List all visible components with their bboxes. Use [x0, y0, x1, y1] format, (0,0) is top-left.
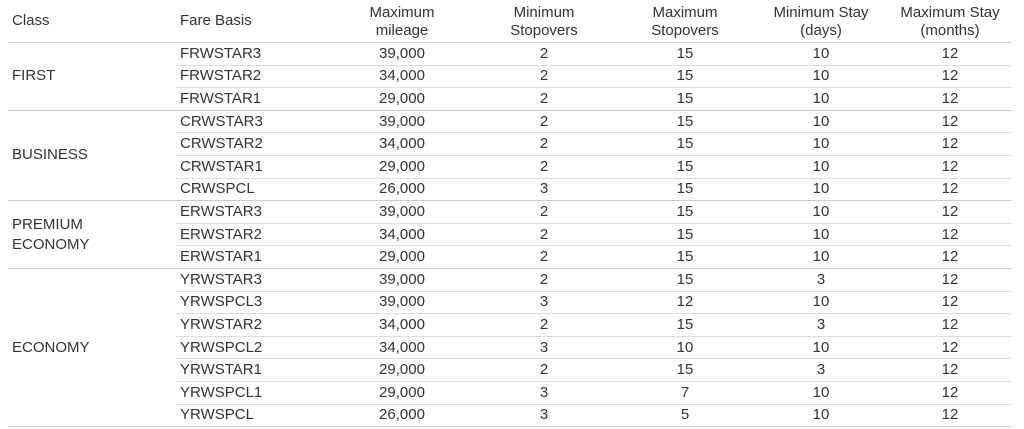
max-stopovers-cell: 15: [616, 359, 754, 382]
max-stopovers-cell: 15: [616, 43, 754, 66]
class-cell: [8, 110, 176, 200]
class-cell: [8, 201, 176, 269]
min-stopovers-cell: 2: [472, 133, 616, 156]
table-row: [8, 110, 1012, 133]
fare-basis-cell: YRWSTAR2: [176, 314, 332, 337]
header-class: Class: [8, 0, 176, 43]
min-stopovers-cell: 3: [472, 336, 616, 359]
min-stay-cell: 3: [754, 268, 888, 291]
max-stopovers-cell: 15: [616, 65, 754, 88]
max-stopovers-cell: 15: [616, 246, 754, 269]
min-stay-cell: 3: [754, 359, 888, 382]
header-min-stay-line1: Minimum Stay: [773, 4, 869, 21]
max-stopovers-cell: 15: [616, 223, 754, 246]
class-cell: [8, 43, 176, 111]
table-row: [8, 201, 1012, 224]
max-stay-cell: 12: [888, 88, 1012, 111]
max-stay-cell: 12: [888, 155, 1012, 178]
max-stay-cell: 12: [888, 291, 1012, 314]
min-stay-cell: 10: [754, 336, 888, 359]
class-label: ECONOMY: [12, 338, 90, 356]
min-stopovers-cell: 2: [472, 88, 616, 111]
table-row: [8, 268, 1012, 291]
max-stay-cell: 12: [888, 178, 1012, 201]
max-stay-cell: 12: [888, 314, 1012, 337]
max-stay-cell: 12: [888, 133, 1012, 156]
min-stopovers-cell: 2: [472, 110, 616, 133]
class-label: ECONOMY: [12, 235, 90, 253]
max-stopovers-cell: 10: [616, 336, 754, 359]
min-stopovers-cell: 2: [472, 43, 616, 66]
fare-basis-cell: YRWSPCL1: [176, 381, 332, 404]
min-stopovers-cell: 2: [472, 246, 616, 269]
max-stopovers-cell: 15: [616, 155, 754, 178]
fare-basis-table: [8, 0, 1012, 427]
max-stay-cell: 12: [888, 43, 1012, 66]
min-stopovers-cell: 2: [472, 65, 616, 88]
fare-basis-cell: YRWSPCL2: [176, 336, 332, 359]
header-fare-basis: Fare Basis: [176, 0, 332, 43]
min-stay-cell: 10: [754, 155, 888, 178]
min-stay-cell: 10: [754, 223, 888, 246]
header-min-stay: [754, 0, 888, 43]
header-max-stay-line2: (months): [920, 22, 980, 39]
max-mileage-cell: 34,000: [332, 314, 472, 337]
header-min-stopovers-line1: Minimum: [513, 4, 575, 21]
max-stay-cell: 12: [888, 65, 1012, 88]
fare-basis-cell: YRWSPCL3: [176, 291, 332, 314]
min-stay-cell: 10: [754, 43, 888, 66]
max-stay-cell: 12: [888, 246, 1012, 269]
max-stay-cell: 12: [888, 404, 1012, 427]
min-stay-cell: 10: [754, 178, 888, 201]
min-stay-cell: 10: [754, 404, 888, 427]
fare-basis-cell: ERWSTAR1: [176, 246, 332, 269]
max-mileage-cell: 34,000: [332, 336, 472, 359]
class-label: BUSINESS: [12, 146, 88, 164]
fare-basis-cell: CRWSPCL: [176, 178, 332, 201]
class-label: FIRST: [12, 67, 56, 85]
max-mileage-cell: 29,000: [332, 155, 472, 178]
min-stopovers-cell: 3: [472, 291, 616, 314]
min-stopovers-cell: 2: [472, 155, 616, 178]
max-mileage-cell: 34,000: [332, 133, 472, 156]
max-stopovers-cell: 5: [616, 404, 754, 427]
max-mileage-cell: 26,000: [332, 178, 472, 201]
min-stay-cell: 10: [754, 110, 888, 133]
fare-basis-cell: CRWSTAR1: [176, 155, 332, 178]
min-stopovers-cell: 2: [472, 223, 616, 246]
max-stay-cell: 12: [888, 223, 1012, 246]
header-max-mileage-line2: mileage: [375, 22, 429, 39]
min-stay-cell: 10: [754, 88, 888, 111]
table-body: [8, 43, 1012, 427]
min-stay-cell: 10: [754, 201, 888, 224]
min-stay-cell: 10: [754, 246, 888, 269]
max-mileage-cell: 39,000: [332, 268, 472, 291]
max-stay-cell: 12: [888, 336, 1012, 359]
header-max-mileage: [332, 0, 472, 43]
min-stopovers-cell: 3: [472, 404, 616, 427]
fare-basis-cell: CRWSTAR3: [176, 110, 332, 133]
max-stay-cell: 12: [888, 381, 1012, 404]
header-min-stay-line2: (days): [800, 22, 842, 39]
fare-basis-cell: FRWSTAR2: [176, 65, 332, 88]
min-stay-cell: 10: [754, 65, 888, 88]
fare-basis-cell: ERWSTAR2: [176, 223, 332, 246]
header-max-stay: [888, 0, 1012, 43]
min-stay-cell: 10: [754, 381, 888, 404]
max-stopovers-cell: 12: [616, 291, 754, 314]
max-stopovers-cell: 15: [616, 133, 754, 156]
min-stay-cell: 10: [754, 291, 888, 314]
max-mileage-cell: 29,000: [332, 88, 472, 111]
fare-basis-cell: YRWSTAR3: [176, 268, 332, 291]
min-stay-cell: 10: [754, 133, 888, 156]
min-stopovers-cell: 2: [472, 268, 616, 291]
max-stay-cell: 12: [888, 268, 1012, 291]
max-mileage-cell: 39,000: [332, 43, 472, 66]
max-mileage-cell: 29,000: [332, 359, 472, 382]
max-stay-cell: 12: [888, 110, 1012, 133]
fare-basis-cell: ERWSTAR3: [176, 201, 332, 224]
max-stay-cell: 12: [888, 359, 1012, 382]
max-stopovers-cell: 15: [616, 268, 754, 291]
min-stopovers-cell: 3: [472, 381, 616, 404]
max-stopovers-cell: 15: [616, 178, 754, 201]
min-stopovers-cell: 2: [472, 314, 616, 337]
class-label: PREMIUM: [12, 215, 83, 233]
max-mileage-cell: 29,000: [332, 246, 472, 269]
header-max-stopovers-line1: Maximum: [652, 4, 718, 21]
header-max-stopovers: [616, 0, 754, 43]
header-min-stopovers: [472, 0, 616, 43]
header-max-mileage-line1: Maximum: [369, 4, 435, 21]
max-mileage-cell: 26,000: [332, 404, 472, 427]
table-row: [8, 43, 1012, 66]
max-stopovers-cell: 7: [616, 381, 754, 404]
fare-basis-cell: FRWSTAR1: [176, 88, 332, 111]
header-row: [8, 0, 1012, 43]
max-stopovers-cell: 15: [616, 110, 754, 133]
header-min-stopovers-line2: Stopovers: [510, 22, 578, 39]
fare-basis-cell: YRWSPCL: [176, 404, 332, 427]
fare-basis-cell: YRWSTAR1: [176, 359, 332, 382]
max-stay-cell: 12: [888, 201, 1012, 224]
max-mileage-cell: 34,000: [332, 223, 472, 246]
max-mileage-cell: 29,000: [332, 381, 472, 404]
min-stopovers-cell: 2: [472, 201, 616, 224]
fare-basis-cell: CRWSTAR2: [176, 133, 332, 156]
min-stopovers-cell: 2: [472, 359, 616, 382]
header-max-stay-line1: Maximum Stay: [900, 4, 1000, 21]
max-stopovers-cell: 15: [616, 88, 754, 111]
min-stay-cell: 3: [754, 314, 888, 337]
max-stopovers-cell: 15: [616, 314, 754, 337]
max-mileage-cell: 39,000: [332, 110, 472, 133]
max-mileage-cell: 34,000: [332, 65, 472, 88]
fare-basis-cell: FRWSTAR3: [176, 43, 332, 66]
min-stopovers-cell: 3: [472, 178, 616, 201]
max-mileage-cell: 39,000: [332, 291, 472, 314]
max-mileage-cell: 39,000: [332, 201, 472, 224]
class-cell: [8, 268, 176, 426]
max-stopovers-cell: 15: [616, 201, 754, 224]
header-max-stopovers-line2: Stopovers: [651, 22, 719, 39]
